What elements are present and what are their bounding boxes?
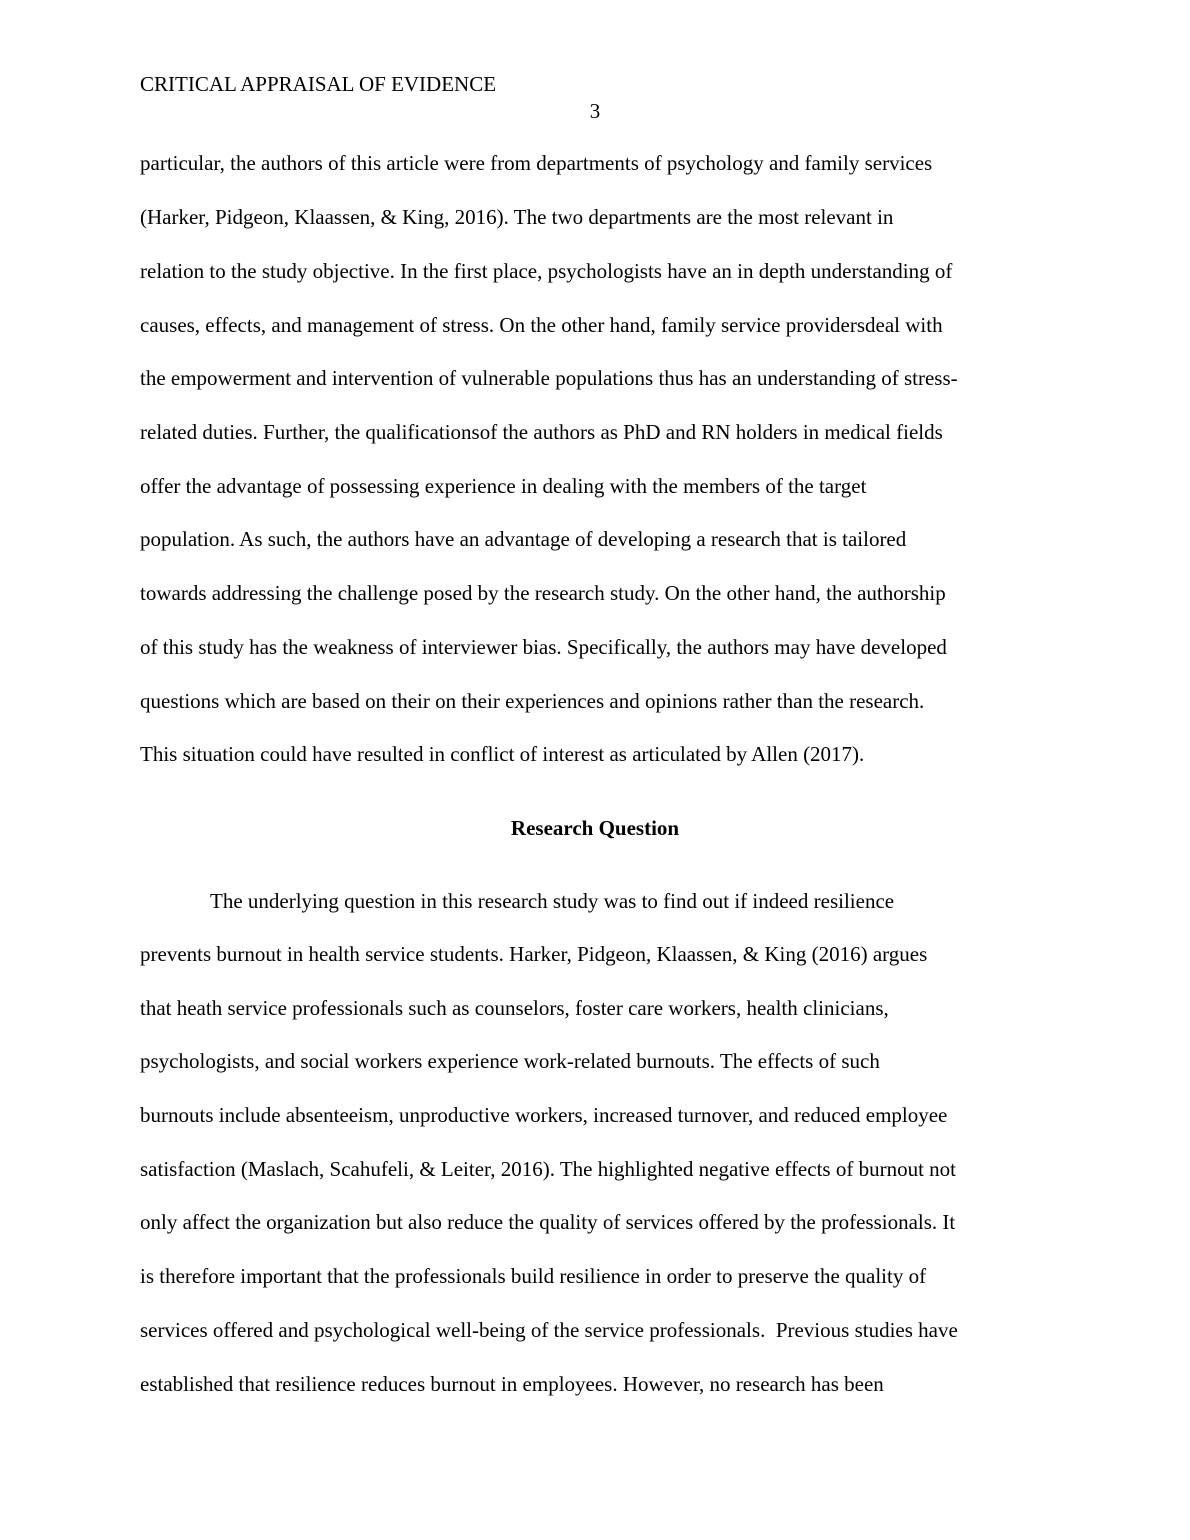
paragraph-line: prevents burnout in health service students. Harker, Pidgeon, Klaassen, & King (2016) argues [140, 942, 928, 966]
paragraph-line: established that resilience reduces burnout in employees. However, no research has been [140, 1372, 884, 1396]
page-number: 3 [589, 99, 601, 123]
paragraph-line: The underlying question in this research study was to find out if indeed resilience [210, 889, 895, 913]
paragraph-line: offer the advantage of possessing experience in dealing with the members of the target [140, 474, 867, 498]
paragraph-line: psychologists, and social workers experience work-related burnouts. The effects of such [140, 1049, 880, 1073]
paragraph-line: questions which are based on their on their experiences and opinions rather than the research. [140, 689, 925, 713]
paragraph-line: satisfaction (Maslach, Scahufeli, & Leiter, 2016). The highlighted negative effects of burnout not [140, 1157, 956, 1181]
section-heading: Research Question [510, 816, 680, 840]
paragraph-line: burnouts include absenteeism, unproductive workers, increased turnover, and reduced employee [140, 1103, 948, 1127]
paragraph-line: services offered and psychological well-being of the service professionals. Previous studies have [140, 1318, 958, 1342]
paragraph-line: towards addressing the challenge posed by the research study. On the other hand, the authorship [140, 581, 946, 605]
paragraph-line: (Harker, Pidgeon, Klaassen, & King, 2016). The two departments are the most relevant in [140, 205, 894, 229]
paragraph-line: only affect the organization but also reduce the quality of services offered by the professionals. It [140, 1210, 956, 1234]
paragraph-line: particular, the authors of this article were from departments of psychology and family services [140, 151, 933, 175]
paragraph-line: causes, effects, and management of stress. On the other hand, family service providersdeal with [140, 313, 943, 337]
paragraph-line: relation to the study objective. In the first place, psychologists have an in depth understanding of [140, 259, 953, 283]
paragraph-line: population. As such, the authors have an advantage of developing a research that is tailored [140, 527, 907, 551]
paragraph-line: that heath service professionals such as counselors, foster care workers, health clinicians, [140, 996, 889, 1020]
paragraph-line: of this study has the weakness of interviewer bias. Specifically, the authors may have developed [140, 635, 947, 659]
paragraph-line: This situation could have resulted in conflict of interest as articulated by Allen (2017). [140, 742, 865, 766]
paragraph-line: related duties. Further, the qualificationsof the authors as PhD and RN holders in medical fields [140, 420, 943, 444]
paragraph-line: the empowerment and intervention of vulnerable populations thus has an understanding of stress- [140, 366, 958, 390]
running-head: CRITICAL APPRAISAL OF EVIDENCE [140, 72, 497, 96]
paragraph-line: is therefore important that the professionals build resilience in order to preserve the quality of [140, 1264, 927, 1288]
